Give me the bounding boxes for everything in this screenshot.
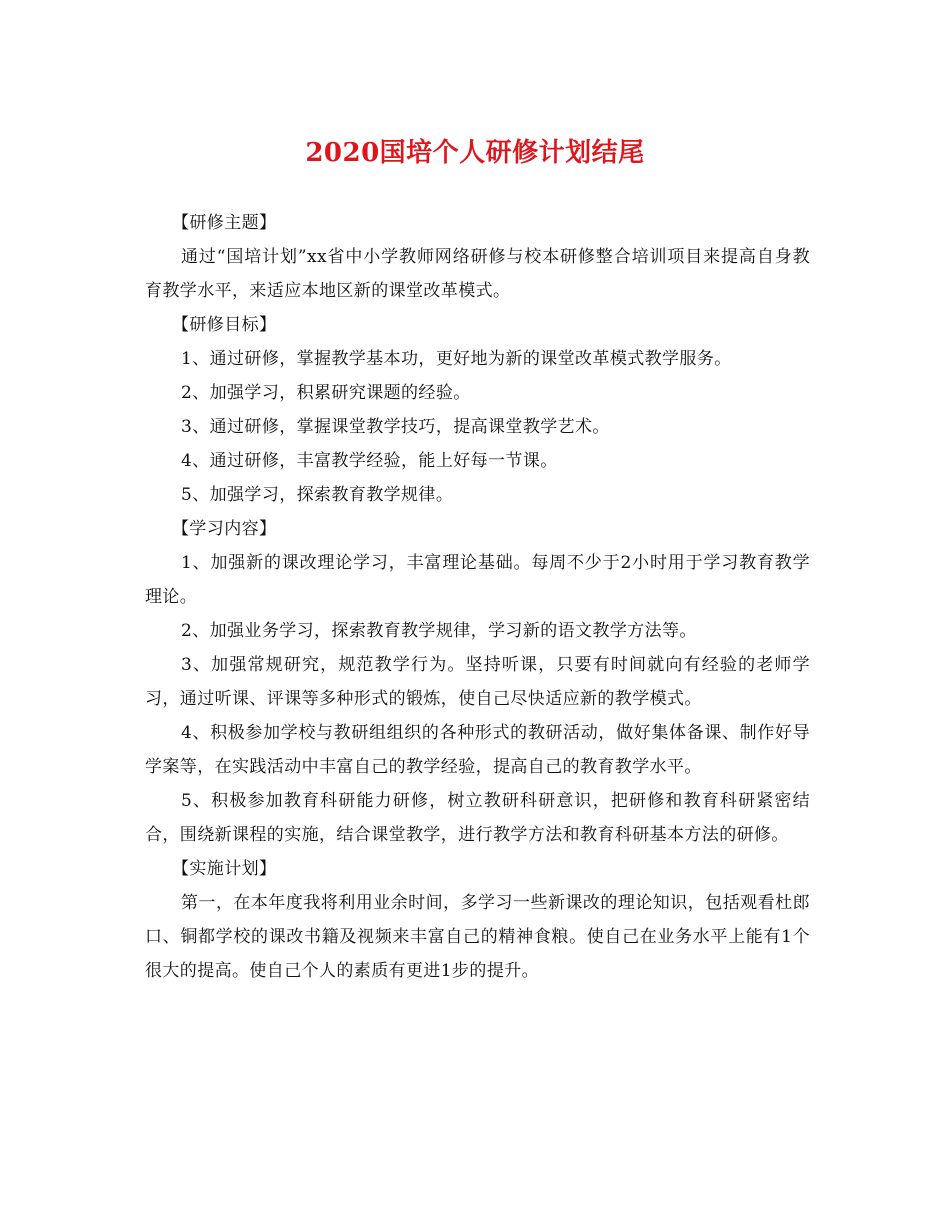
section-heading-goals: 【研修目标】 bbox=[172, 315, 277, 335]
list-item: 5、积极参加教育科研能力研修，树立教研科研意识，把研修和教育科研紧密结合，围绕新课程的实施，结合课堂教学，进行教学方法和教育科研基本方法的研修。 bbox=[145, 791, 810, 845]
list-item: 2、加强业务学习，探索教育教学规律，学习新的语文教学方法等。 bbox=[181, 621, 697, 641]
list-item: 5、加强学习，探索教育教学规律。 bbox=[181, 485, 454, 505]
document-body bbox=[145, 206, 810, 988]
list-item: 1、通过研修，掌握教学基本功，更好地为新的课堂改革模式教学服务。 bbox=[181, 349, 732, 369]
paragraph: 通过“国培计划”xx省中小学教师网络研修与校本研修整合培训项目来提高自身教育教学水平，来适应本地区新的课堂改革模式。 bbox=[145, 247, 810, 301]
list-item: 2、加强学习，积累研究课题的经验。 bbox=[181, 383, 471, 403]
list-item: 4、积极参加学校与教研组组织的各种形式的教研活动，做好集体备课、制作好导学案等，在实践活动中丰富自己的教学经验，提高自己的教育教学水平。 bbox=[145, 723, 810, 777]
document-title: 2020国培个人研修计划结尾 bbox=[305, 138, 645, 168]
list-item: 1、加强新的课改理论学习，丰富理论基础。每周不少于2小时用于学习教育教学理论。 bbox=[145, 553, 810, 607]
section-heading-content: 【学习内容】 bbox=[172, 519, 277, 539]
section-heading-plan: 【实施计划】 bbox=[172, 859, 277, 879]
paragraph: 第一，在本年度我将利用业余时间，多学习一些新课改的理论知识，包括观看杜郎口、铜都学校的课改书籍及视频来丰富自己的精神食粮。使自己在业务水平上能有1个很大的提高。使自己个人的素质有更进1步的提升。 bbox=[145, 893, 810, 981]
list-item: 3、通过研修，掌握课堂教学技巧，提高课堂教学艺术。 bbox=[181, 417, 610, 437]
section-heading-theme: 【研修主题】 bbox=[172, 213, 277, 233]
list-item: 4、通过研修，丰富教学经验，能上好每一节课。 bbox=[181, 451, 558, 471]
list-item: 3、加强常规研究，规范教学行为。坚持听课，只要有时间就向有经验的老师学习，通过听课、评课等多种形式的锻炼，使自己尽快适应新的教学模式。 bbox=[145, 655, 810, 709]
